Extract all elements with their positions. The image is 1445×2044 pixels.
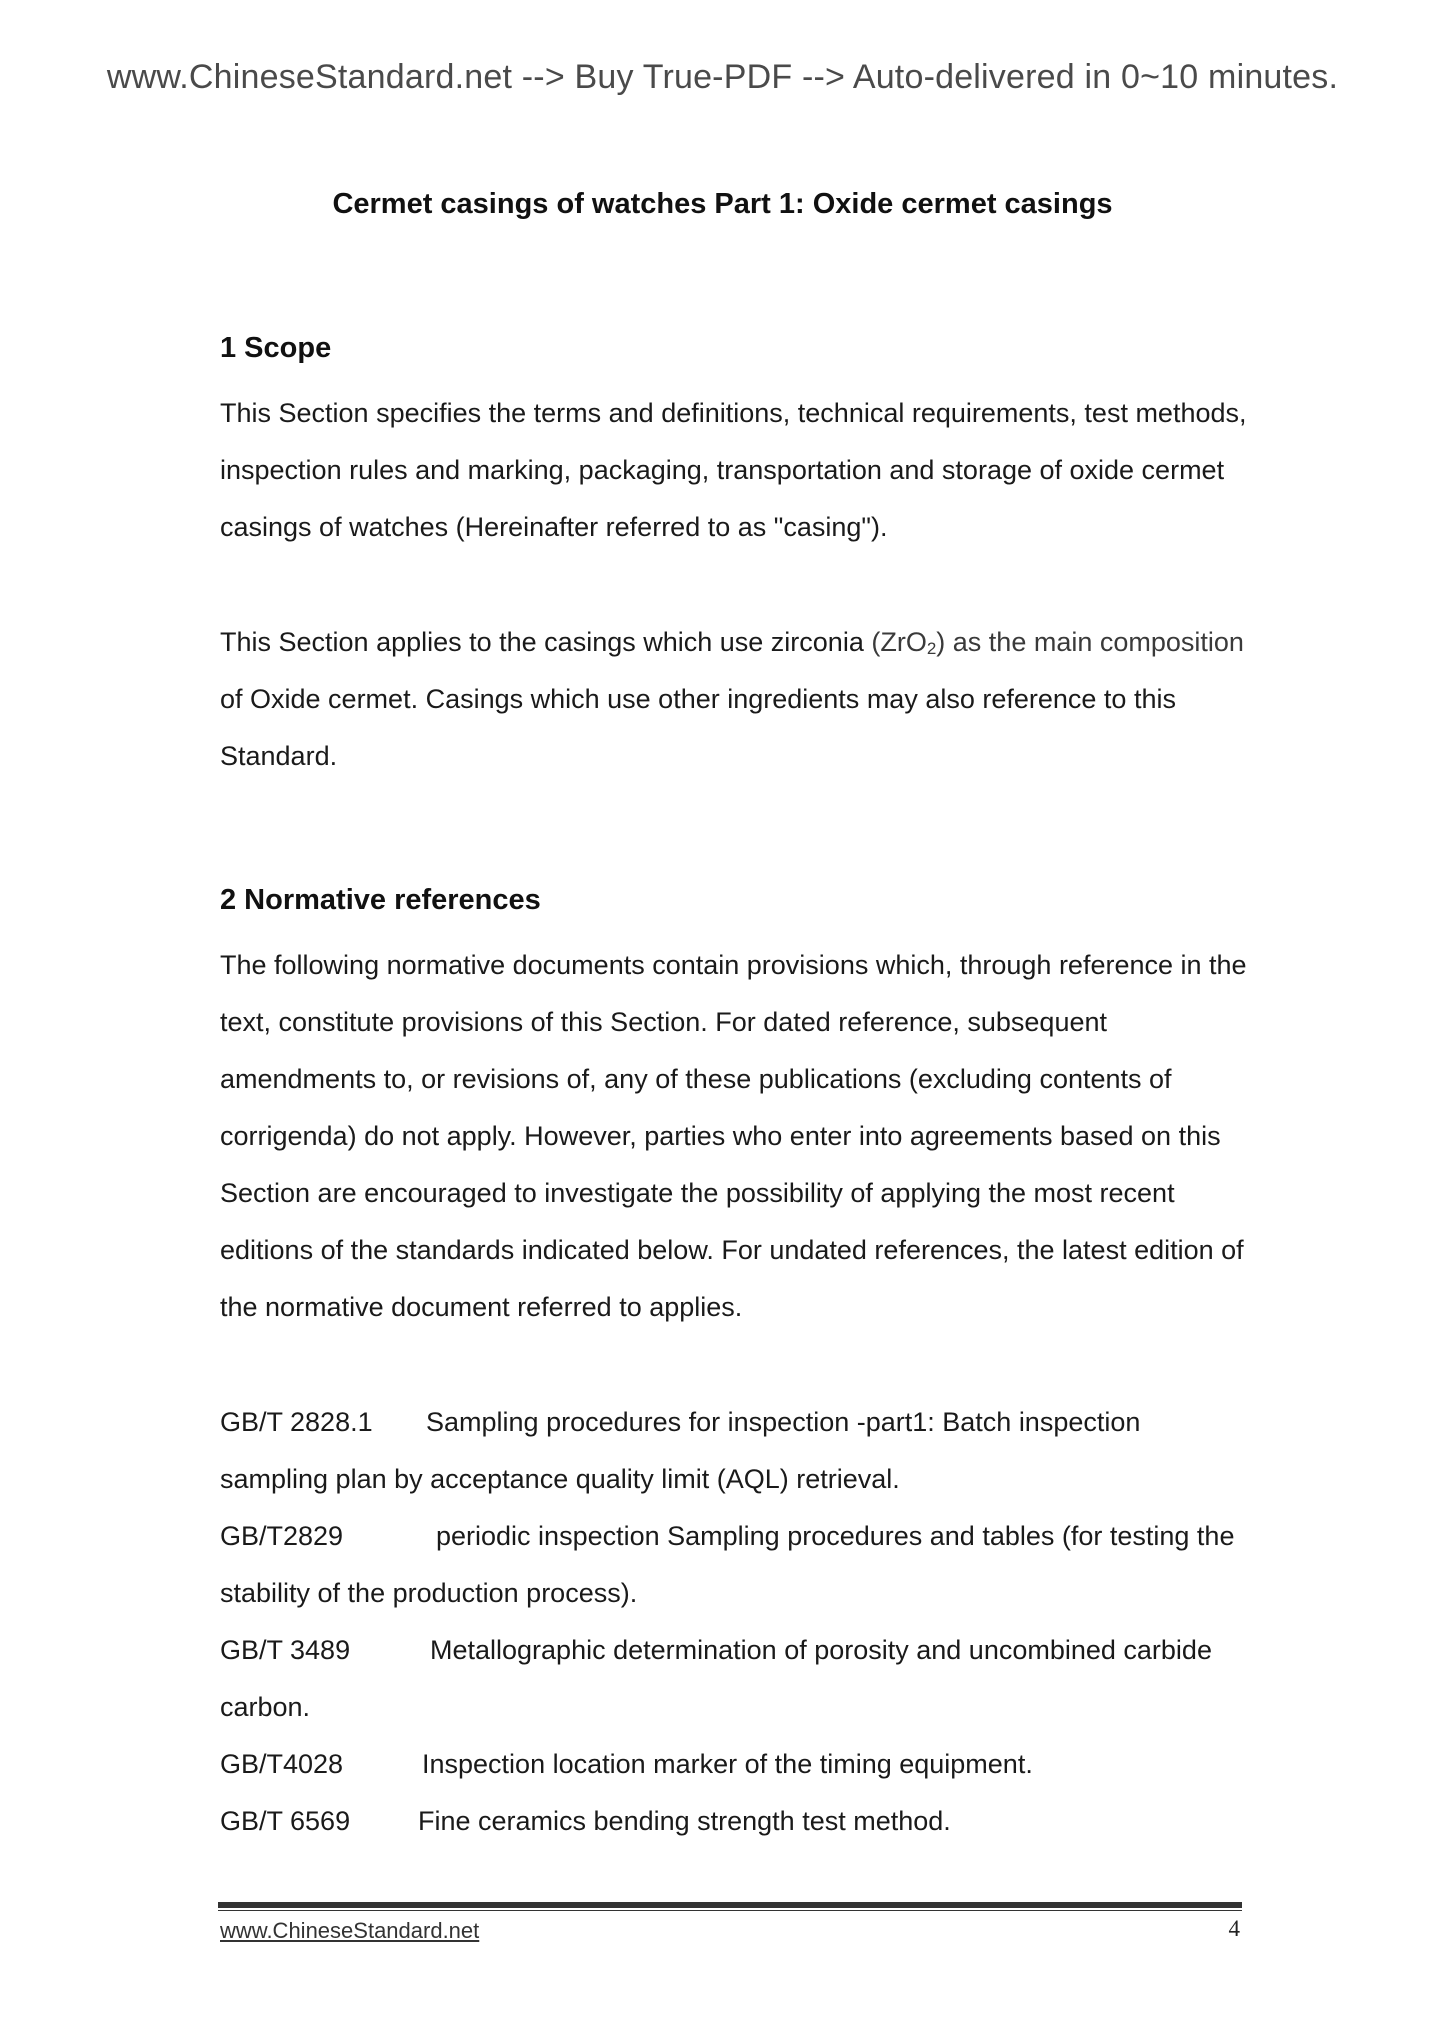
section-heading-scope: 1 Scope [220, 332, 332, 364]
scope-para1-line: This Section specifies the terms and definitions, technical requirements, test methods, [220, 398, 1247, 428]
normative-para-line: Section are encouraged to investigate the possibility of applying the most recent [220, 1178, 1175, 1208]
section-heading-normative: 2 Normative references [220, 884, 541, 916]
normative-para-line: the normative document referred to applies. [220, 1292, 743, 1322]
scope-para1-line: casings of watches (Hereinafter referred to as "casing"). [220, 512, 888, 542]
reference-title: periodic inspection Sampling procedures and tables (for testing the [436, 1521, 1235, 1551]
reference-title: Fine ceramics bending strength test method. [418, 1806, 951, 1836]
reference-continuation: sampling plan by acceptance quality limit (AQL) retrieval. [220, 1464, 900, 1494]
normative-para-line: The following normative documents contain provisions which, through reference in the [220, 950, 1247, 980]
formula-main: (ZrO [871, 627, 927, 657]
scope-para2-line: of Oxide cermet. Casings which use other ingredients may also reference to this [220, 684, 1176, 714]
scope-para2-line: Standard. [220, 741, 338, 771]
reference-continuation: stability of the production process). [220, 1578, 638, 1608]
scope-para1-line: inspection rules and marking, packaging, transportation and storage of oxide cermet [220, 455, 1225, 485]
scope-para2-text: This Section applies to the casings which use zirconia [220, 627, 872, 657]
normative-para-line: corrigenda) do not apply. However, parties who enter into agreements based on this [220, 1121, 1221, 1151]
reference-title: Metallographic determination of porosity and uncombined carbide [430, 1635, 1212, 1665]
formula-subscript: 2 [926, 639, 937, 658]
reference-code: GB/T2829 [220, 1521, 344, 1551]
footer-site-link[interactable]: www.ChineseStandard.net [220, 1918, 480, 1943]
reference-continuation: carbon. [220, 1692, 311, 1722]
reference-item [220, 1521, 1234, 1552]
normative-para-line: amendments to, or revisions of, any of these publications (excluding contents of [220, 1064, 1172, 1094]
reference-item [220, 1635, 1212, 1666]
reference-code: GB/T 6569 [220, 1806, 351, 1836]
reference-code: GB/T 3489 [220, 1635, 351, 1665]
chemical-formula [871, 627, 1244, 657]
reference-item [220, 1407, 1140, 1438]
scope-para2-line [220, 627, 1244, 658]
formula-after: ) as the main composition [936, 627, 1244, 657]
footer-divider-thick [218, 1902, 1242, 1908]
page-number: 4 [1228, 1916, 1240, 1941]
promo-banner: www.ChineseStandard.net --> Buy True-PDF --> Auto-delivered in 0~10 minutes. [106, 58, 1339, 96]
reference-title: Sampling procedures for inspection -part1: Batch inspection [426, 1407, 1141, 1437]
reference-item [220, 1749, 1033, 1780]
reference-item [220, 1806, 951, 1837]
normative-para-line: editions of the standards indicated below. For undated references, the latest edition of [220, 1235, 1244, 1265]
footer-divider-thin [218, 1910, 1242, 1911]
document-title: Cermet casings of watches Part 1: Oxide cermet casings [332, 188, 1113, 220]
reference-code: GB/T4028 [220, 1749, 344, 1779]
normative-para-line: text, constitute provisions of this Section. For dated reference, subsequent [220, 1007, 1107, 1037]
reference-code: GB/T 2828.1 [220, 1407, 373, 1437]
reference-title: Inspection location marker of the timing equipment. [422, 1749, 1033, 1779]
